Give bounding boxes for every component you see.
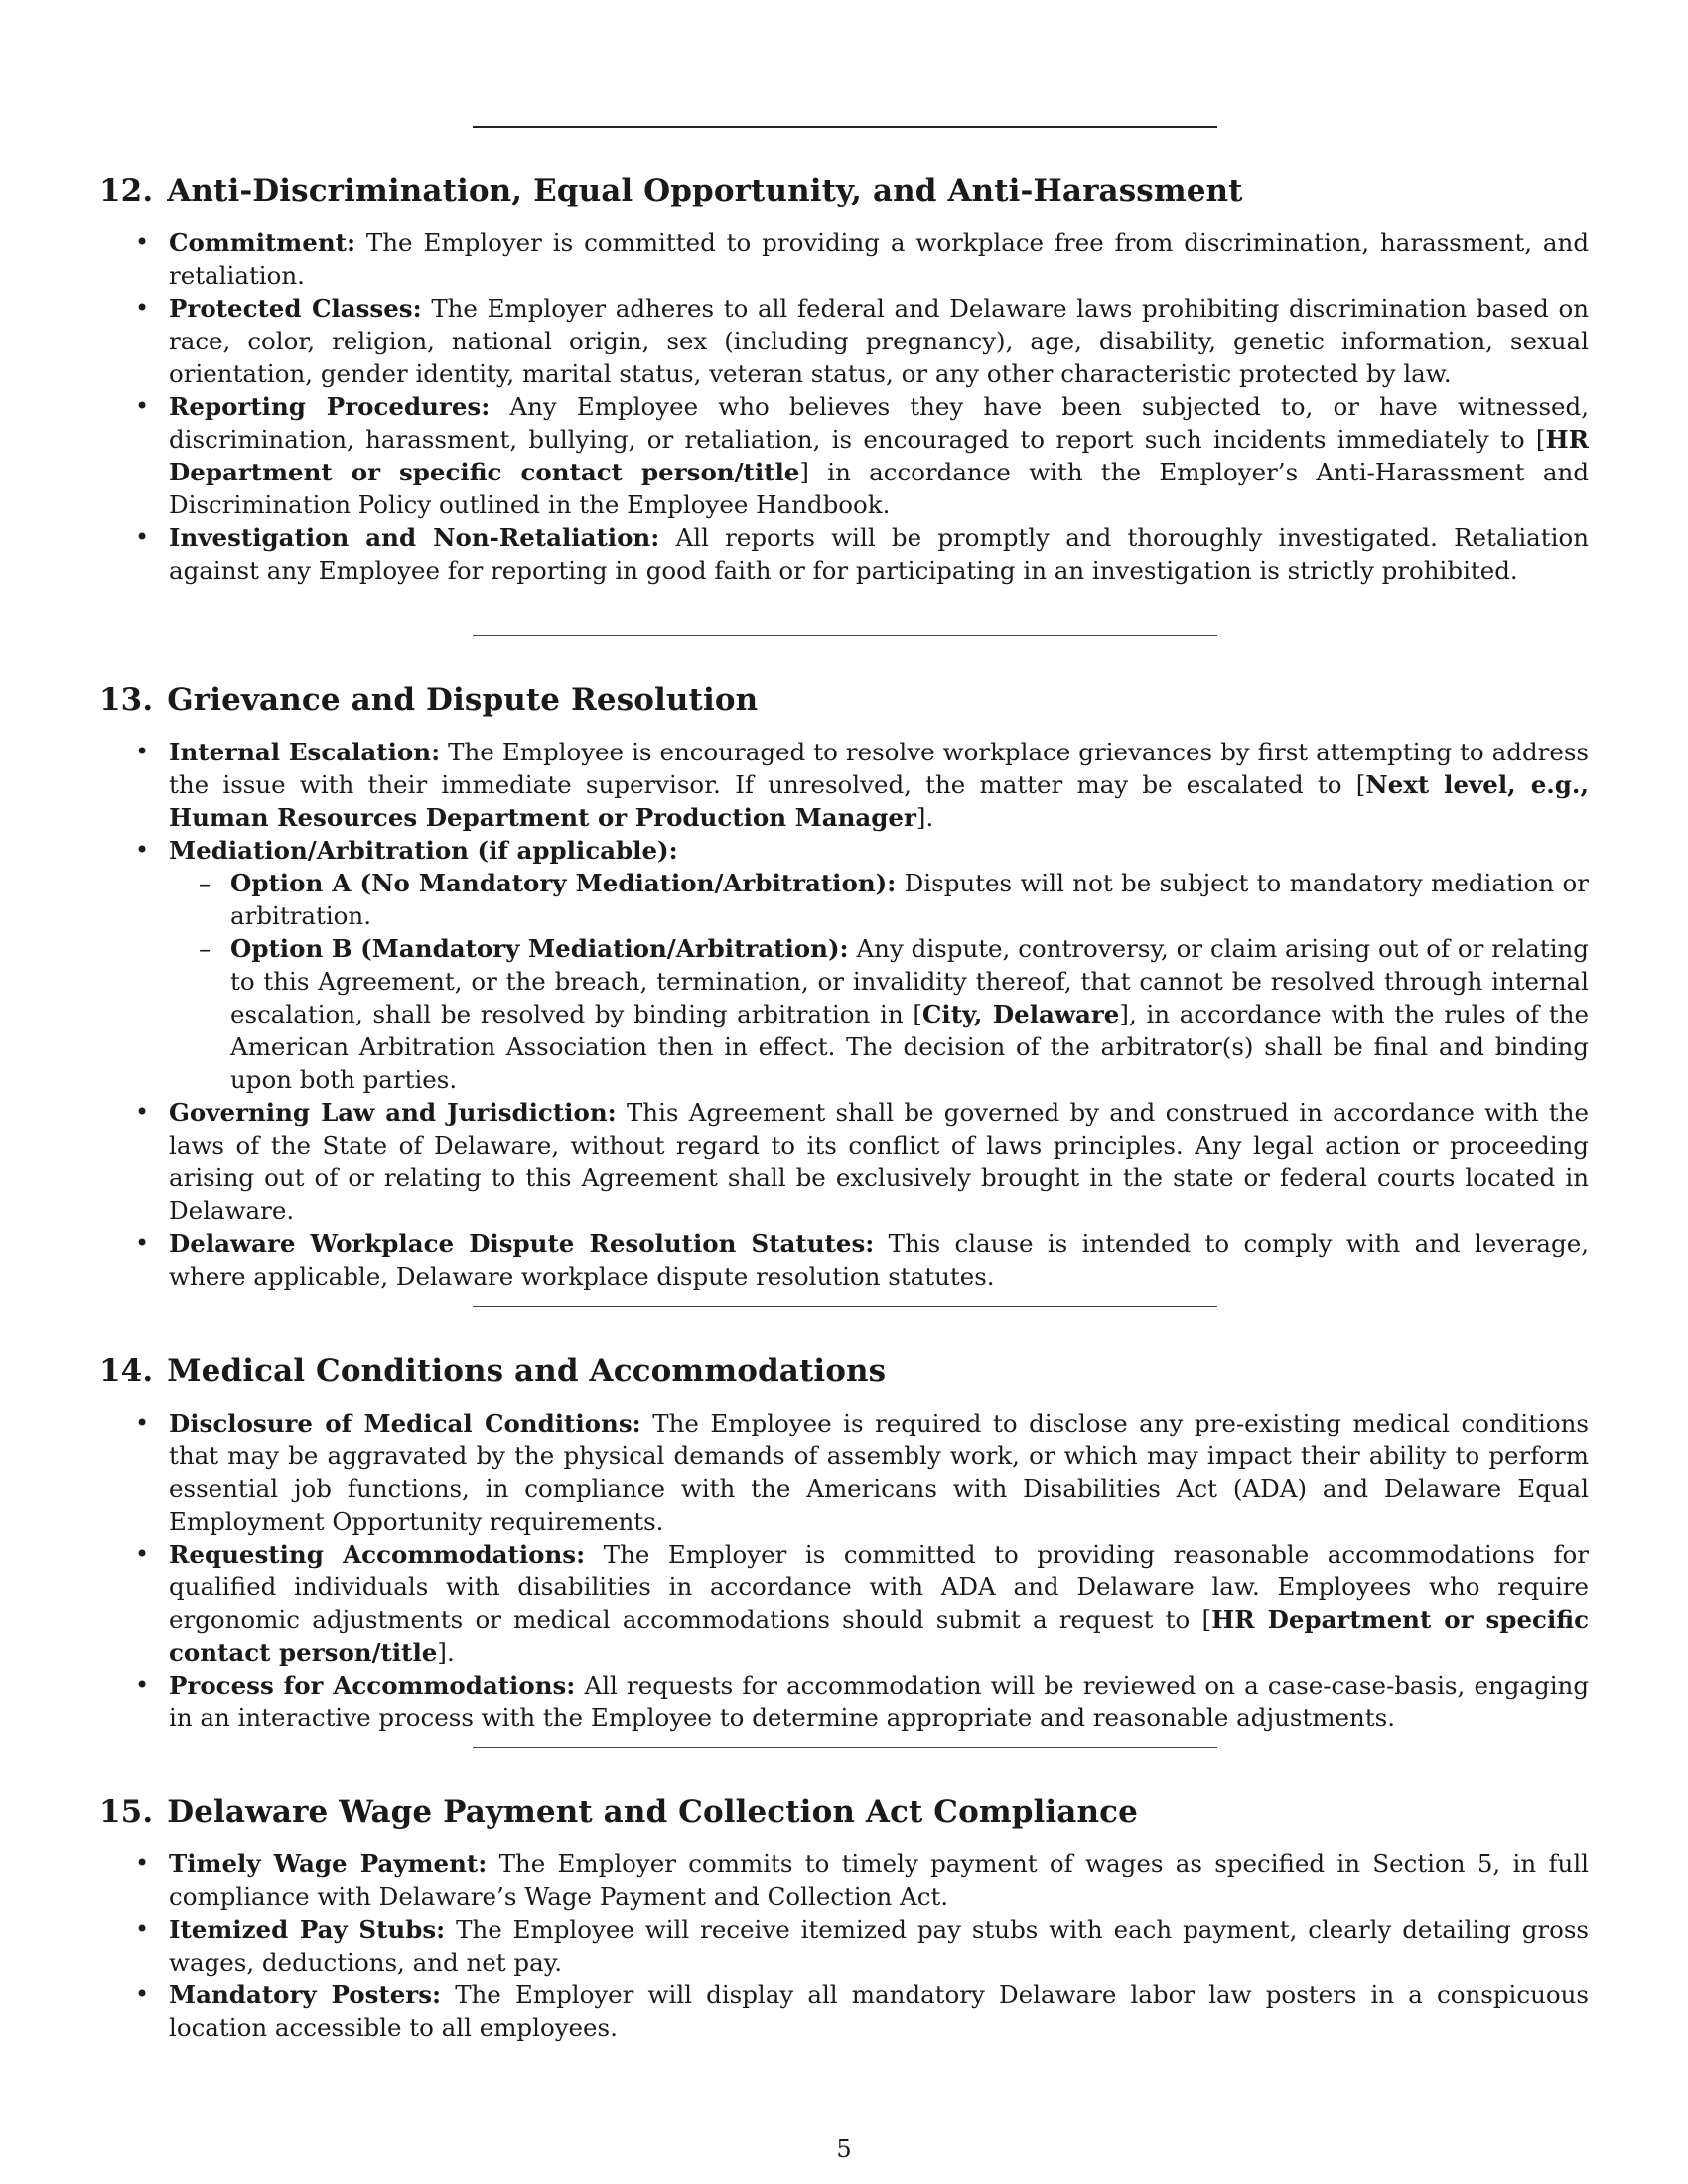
section-heading: 15. Delaware Wage Payment and Collection Act Compliance <box>99 1794 1138 1830</box>
list-item: • Process for Accommodations: All requests for accommodation will be reviewed on a case-case-basis, engaging in an interactive process with the Employee to determine appropriate and reasonable adjustments. <box>99 1669 1589 1734</box>
section-13 <box>99 680 1589 1293</box>
sub-list <box>169 867 1589 1096</box>
list-item: • Reporting Procedures: Any Employee who believes they have been subjected to, or have witnessed, discrimination, harassment, bullying, or retaliation, is encouraged to report such incidents immediately to [HR Department or specific contact person/title] in accordance with the Employer’s Anti-Harassment and Discrimination Policy outlined in the Employee Handbook. <box>99 390 1589 521</box>
section-heading: 12. Anti-Discrimination, Equal Opportunity, and Anti-Harassment <box>99 173 1243 208</box>
section-divider <box>473 1747 1217 1748</box>
page-number: 5 <box>836 2135 852 2163</box>
list-item: • Investigation and Non-Retaliation: All reports will be promptly and thoroughly investigated. Retaliation against any Employee for reporting in good faith or for participating in an investigation is strictly prohibited. <box>99 521 1589 587</box>
list-item: • Internal Escalation: The Employee is encouraged to resolve workplace grievances by first attempting to address the issue with their immediate supervisor. If unresolved, the matter may be escalated to [Next level, e.g., Human Resources Department or Production Manager]. <box>99 736 1589 834</box>
section-15 <box>99 1792 1589 2044</box>
section-15-list <box>99 1847 1589 2044</box>
list-item: • Commitment: The Employer is committed to providing a workplace free from discrimination, harassment, and retaliation. <box>99 226 1589 292</box>
section-14 <box>99 1351 1589 1734</box>
list-item: • Disclosure of Medical Conditions: The Employee is required to disclose any pre-existing medical conditions that may be aggravated by the physical demands of assembly work, or which may impact their ability to perform essential job functions, in compliance with the Americans with Disabilities Act (ADA) and Delaware Equal Employment Opportunity requirements. <box>99 1407 1589 1538</box>
list-item: • Protected Classes: The Employer adheres to all federal and Delaware laws prohibiting discrimination based on race, color, religion, national origin, sex (including pregnancy), age, disability, genetic information, sexual orientation, gender identity, marital status, veteran status, or any other characteristic protected by law. <box>99 292 1589 390</box>
list-item: • Itemized Pay Stubs: The Employee will receive itemized pay stubs with each payment, clearly detailing gross wages, deductions, and net pay. <box>99 1913 1589 1979</box>
sub-list-item: – Option A (No Mandatory Mediation/Arbitration): Disputes will not be subject to mandatory mediation or arbitration. <box>169 867 1589 932</box>
list-item: • Timely Wage Payment: The Employer commits to timely payment of wages as specified in Section 5, in full compliance with Delaware’s Wage Payment and Collection Act. <box>99 1847 1589 1913</box>
section-12-list <box>99 226 1589 587</box>
placeholder-field: City, Delaware <box>921 1000 1120 1028</box>
section-heading: 13. Grievance and Dispute Resolution <box>99 682 759 718</box>
placeholder-field: Next level, e.g., Human Resources Department or Production Manager <box>169 770 1589 832</box>
section-13-list <box>99 736 1589 1293</box>
sub-list-item: – Option B (Mandatory Mediation/Arbitration): Any dispute, controversy, or claim arising out of or relating to this Agreement, or the breach, termination, or invalidity thereof, that cannot be resolved through internal escalation, shall be resolved by binding arbitration in [City, Delaware], in accordance with the rules of the American Arbitration Association then in effect. The decision of the arbitrator(s) shall be final and binding upon both parties. <box>169 932 1589 1096</box>
section-12 <box>99 171 1589 587</box>
list-item: • Requesting Accommodations: The Employer is committed to providing reasonable accommodations for qualified individuals with disabilities in accordance with ADA and Delaware law. Employees who require ergonomic adjustments or medical accommodations should submit a request to [HR Department or specific contact person/title]. <box>99 1538 1589 1669</box>
list-item: • Delaware Workplace Dispute Resolution Statutes: This clause is intended to comply with and leverage, where applicable, Delaware workplace dispute resolution statutes. <box>99 1227 1589 1293</box>
placeholder-field: HR Department or specific contact person/title <box>169 425 1589 486</box>
list-item: • Governing Law and Jurisdiction: This Agreement shall be governed by and construed in accordance with the laws of the State of Delaware, without regard to its conflict of laws principles. Any legal action or proceeding arising out of or relating to this Agreement shall be exclusively brought in the state or federal courts located in Delaware. <box>99 1096 1589 1227</box>
section-14-list <box>99 1407 1589 1734</box>
placeholder-field: HR Department or specific contact person/title <box>169 1605 1589 1667</box>
list-item: • Mandatory Posters: The Employer will display all mandatory Delaware labor law posters in a conspicuous location accessible to all employees. <box>99 1979 1589 2044</box>
section-divider <box>473 635 1217 636</box>
section-heading: 14. Medical Conditions and Accommodations <box>99 1353 887 1389</box>
section-divider <box>473 126 1217 128</box>
section-divider <box>473 1306 1217 1307</box>
list-item: • Mediation/Arbitration (if applicable): – Option A (No Mandatory Mediation/Arbitration): Disputes will not be subject to mandatory mediation or arbitration. – Option B (Mandatory Mediation/Arbitration): Any dispute, controversy, or claim arising out of or relating to this Agreement, or the breach, termination, or invalidity thereof, that cannot be resolved through internal escalation, shall be resolved by binding arbitration in [City, Delaware], in accordance with the rules of the American Arbitration Association then in effect. The decision of the arbitrator(s) shall be final and binding upon both parties. <box>99 834 1589 1096</box>
